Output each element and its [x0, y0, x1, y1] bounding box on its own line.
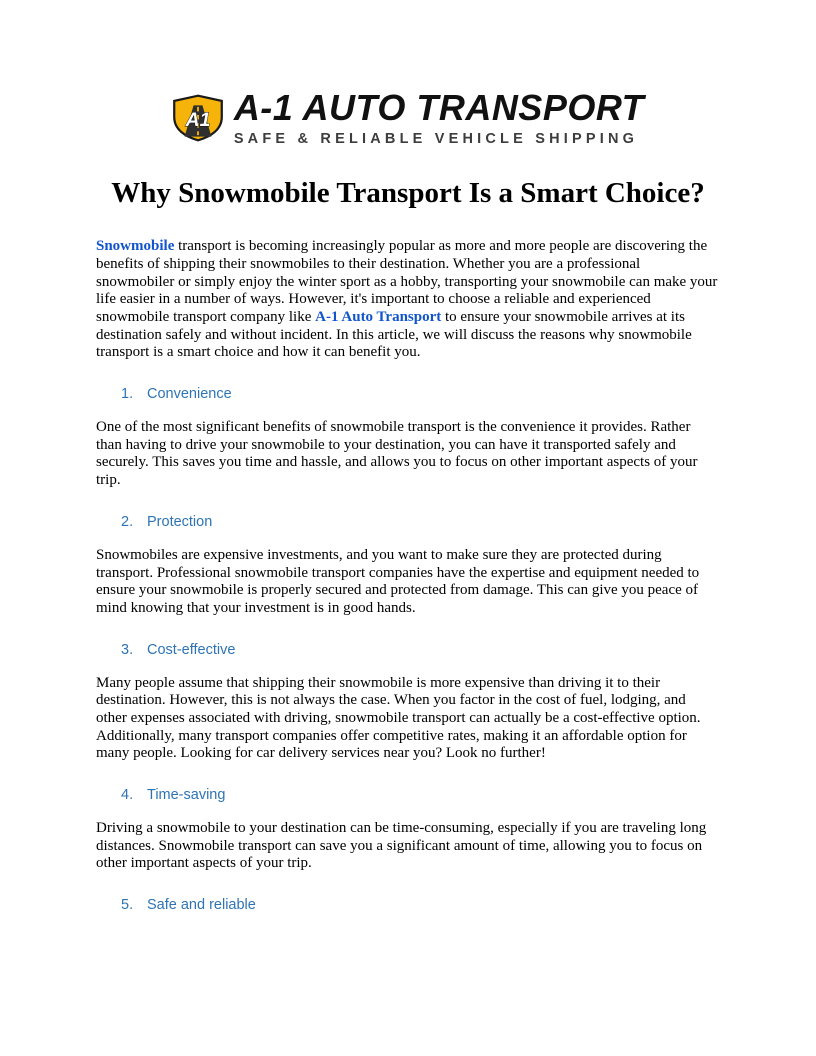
logo-text: [233, 86, 645, 147]
section-number: 1.: [121, 386, 134, 403]
section-number: 3.: [121, 641, 134, 658]
section-label: Convenience: [147, 386, 232, 403]
section-body-time-saving: Driving a snowmobile to your destination can be time-consuming, especially if you are traveling long distances. Snowmobile transport can save you a significant amount of time, allowing you to focus on other important aspects of your trip.: [96, 820, 707, 872]
section-heading-convenience: [96, 386, 720, 402]
company-logo: [96, 88, 720, 148]
section-heading-safe-and-reliable: [96, 897, 720, 913]
intro-paragraph: [96, 238, 720, 362]
section-heading-protection: [96, 514, 720, 530]
logo-badge-text: A1: [185, 110, 211, 132]
section-label: Time-saving: [147, 787, 226, 804]
page-title: Why Snowmobile Transport Is a Smart Choice?: [111, 177, 705, 209]
logo-brand-name: A-1 AUTO TRANSPORT: [233, 86, 645, 128]
section-heading-time-saving: [96, 787, 720, 803]
section-label: Protection: [147, 513, 213, 530]
section-body-protection: Snowmobiles are expensive investments, and you want to make sure they are protected during transport. Professional snowmobile transport companies have the expertise and equipment needed to ensure your snowmobile is properly secured and protected from damage. This can give you peace of mind knowing that your investment is in good hands.: [96, 546, 700, 616]
logo-tagline: SAFE & RELIABLE VEHICLE SHIPPING: [233, 130, 639, 147]
section-number: 2.: [121, 513, 134, 530]
a1-auto-transport-link[interactable]: A-1 Auto Transport: [315, 309, 442, 326]
section-body-cost-effective: Many people assume that shipping their snowmobile is more expensive than driving it to their destination. However, this is not always the case. When you factor in the cost of fuel, lodging, and other expenses associated with driving, snowmobile transport can actually be a cost-effective option. Additionally, many transport companies offer competitive rates, making it an affordable option for many people. Looking for car delivery services near you? Look no further!: [96, 674, 701, 762]
section-label: Safe and reliable: [147, 897, 256, 914]
snowmobile-link[interactable]: Snowmobile: [96, 238, 175, 255]
section-number: 5.: [121, 897, 134, 914]
section-heading-cost-effective: [96, 642, 720, 658]
intro-text-1: transport is becoming increasingly popular as more and more people are discovering the benefits of shipping their snowmobiles to their destination. Whether you are a professional snowmobiler or simply enjoy the winter sport as a hobby, transporting your snowmobile can make your life easier in a number of ways. However, it's important to choose a reliable and experienced snowmobile transport company like: [96, 238, 718, 326]
section-label: Cost-effective: [147, 641, 236, 658]
intro-text-2: to ensure your snowmobile arrives at its destination safely and without incident. In this article, we will discuss the reasons why snowmobile transport is a smart choice and how it can benefit you.: [96, 309, 692, 361]
section-body-convenience: One of the most significant benefits of snowmobile transport is the convenience it provides. Rather than having to drive your snowmobile to your destination, you can have it transported safely and securely. This saves you time and hassle, and allows you to focus on other important aspects of your trip.: [96, 419, 698, 489]
logo-shield-icon: [172, 88, 224, 148]
section-number: 4.: [121, 787, 134, 804]
